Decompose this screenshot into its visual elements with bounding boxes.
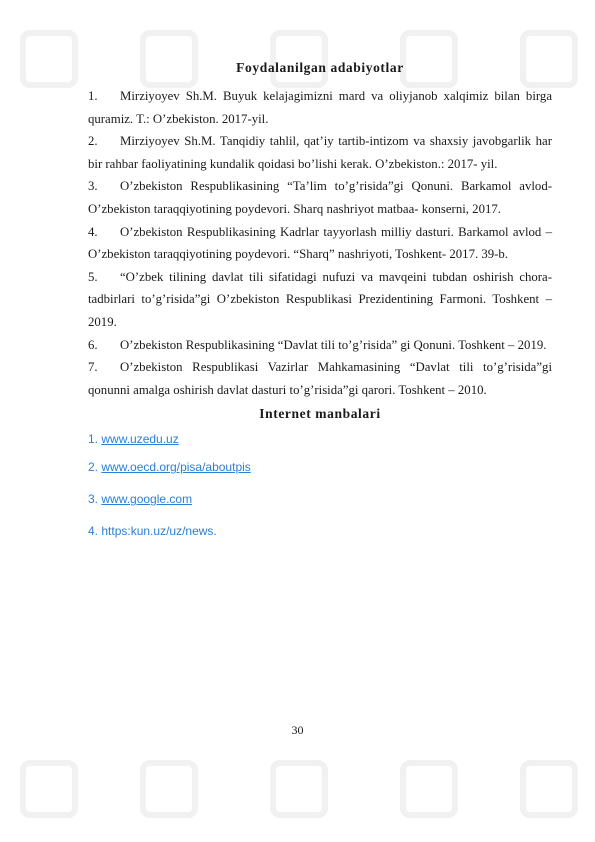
reference-text: “O’zbek tilining davlat tili sifatidagi nufuzi va mavqeini tubdan oshirish chora- tadbirlari to’g’risida”gi O’zbekiston Respublikasi Prezidentining Farmoni. Toshkent – 2019. — [88, 269, 552, 329]
page-content — [88, 55, 552, 541]
link-item — [88, 457, 552, 477]
watermark-logo-icon — [140, 760, 198, 818]
reference-number: 1. — [88, 89, 98, 103]
watermark-logo-icon — [270, 760, 328, 818]
link-number: 2. — [88, 460, 99, 475]
link-item — [88, 429, 552, 449]
watermark-logo-icon — [20, 760, 78, 818]
link-google[interactable]: www.google.com — [101, 492, 193, 507]
reference-text: O’zbekiston Respublikasining Kadrlar tayyorlash milliy dasturi. Barkamol avlod – O’zbekiston taraqqiyotining poydevori. “Sharq” nashriyoti, Toshkent- 2017. 39-b. — [88, 224, 552, 262]
link-kun-uz: https:kun.uz/uz/news. — [101, 524, 217, 539]
link-number: 3. — [88, 492, 99, 507]
page-title: Foydalanilgan adabiyotlar — [236, 60, 404, 75]
watermark-logo-icon — [20, 30, 78, 88]
reference-item — [88, 175, 552, 220]
reference-number: 6. — [88, 337, 98, 352]
reference-list — [88, 85, 552, 401]
reference-text: Mirziyoyev Sh.M. Tanqidiy tahlil, qat’iy tartib-intizom va shaxsiy javobgarlik har bir rahbar faoliyatining kundalik qoidasi bo’lishi kerak. O’zbekiston.: 2017- yil. — [88, 134, 552, 171]
reference-number: 3. — [88, 179, 98, 194]
link-number: 1. — [88, 432, 99, 447]
link-uzedu[interactable]: www.uzedu.uz — [101, 432, 179, 447]
link-list — [88, 429, 552, 541]
reference-number: 7. — [88, 360, 98, 375]
page-number: 30 — [291, 723, 304, 737]
internet-sources-title: Internet manbalari — [259, 406, 381, 422]
watermark-logo-icon — [520, 760, 578, 818]
reference-text: O’zbekiston Respublikasi Vazirlar Mahkamasining “Davlat tili to’g’risida”gi qonunni amalga oshirish davlat dasturi to’g’risida”gi qarori. Toshkent – 2010. — [88, 360, 552, 397]
reference-item — [88, 266, 552, 334]
reference-item — [88, 334, 552, 357]
link-number: 4. — [88, 524, 99, 539]
reference-text: Mirziyoyev Sh.M. Buyuk kelajagimizni mard va oliyjanob xalqimiz bilan birga quramiz. T.: O’zbekiston. 2017-yil. — [88, 89, 552, 126]
reference-item — [88, 85, 552, 130]
reference-item — [88, 221, 552, 266]
reference-number: 2. — [88, 134, 98, 149]
reference-item — [88, 130, 552, 175]
reference-text: O’zbekiston Respublikasining “Davlat tili to’g’risida” gi Qonuni. Toshkent – 2019. — [120, 337, 547, 352]
reference-number: 4. — [88, 224, 98, 239]
link-item — [88, 489, 552, 509]
reference-text: O’zbekiston Respublikasining “Ta’lim to’g’risida”gi Qonuni. Barkamol avlod- O’zbekiston taraqqiyotining poydevori. Sharq nashriyot matbaa- konserni, 2017. — [88, 179, 552, 216]
link-oecd[interactable]: www.oecd.org/pisa/aboutpis — [101, 460, 251, 475]
link-item — [88, 521, 552, 541]
reference-item — [88, 356, 552, 401]
watermark-logo-icon — [400, 760, 458, 818]
reference-number: 5. — [88, 269, 98, 284]
